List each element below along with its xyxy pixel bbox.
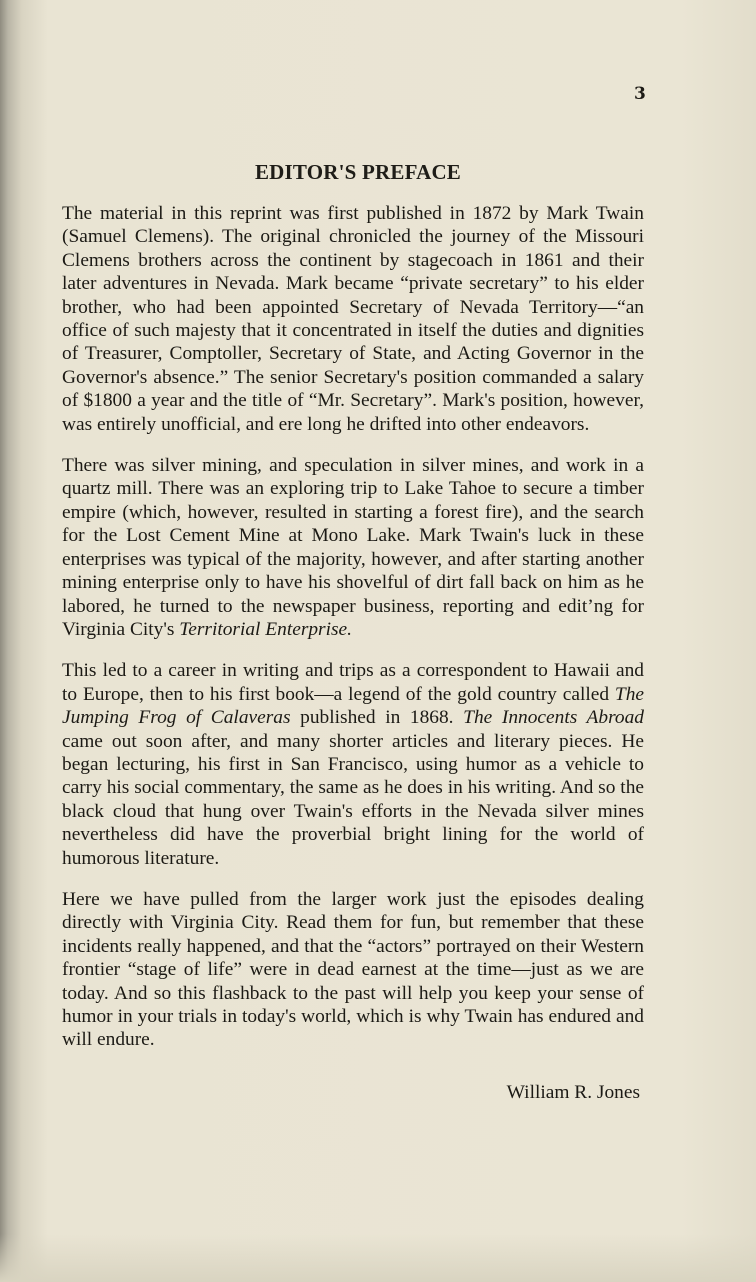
paragraph-2-italic-title: Territorial Enterprise. bbox=[179, 618, 352, 640]
paragraph-3-italic-title-2: The Innocents Abroad bbox=[463, 707, 644, 729]
paragraph-3-italic-title-1: The Jumping Frog of Calaveras bbox=[62, 683, 644, 729]
paragraph-3-text-a: This led to a career in writing and trips as a correspondent to Hawaii and to Europe, then to his first book—a legend of the gold country called bbox=[62, 660, 644, 705]
paragraph-4: Here we have pulled from the larger work just the episodes dealing directly with Virginia City. Read them for fun, but remember that these incidents really happened, and that the “actors” portrayed on their Western frontier “stage of life” were in dead earnest at the time—just as we are today. And so this flashback to the past will help you keep your sense of humor in your trials in today's world, which is why Twain has endured and will endure. bbox=[62, 888, 644, 1051]
author-signature: William R. Jones bbox=[506, 1082, 640, 1103]
page-title: EDITOR'S PREFACE bbox=[254, 160, 462, 184]
paragraph-2-text: There was silver mining, and speculation in silver mines, and work in a quartz mill. There was an exploring trip to Lake Tahoe to secure a timber empire (which, however, resulted in starting a forest fire), and the search for the Lost Cement Mine at Mono Lake. Mark Twain's luck in these enterprises was typical of the majority, however, and after starting another mining enterprise only to have his shovelful of dirt fall back on him as he labored, he turned to the newspaper business, reporting and edit’ng for Virginia City's bbox=[62, 455, 644, 640]
paragraph-3 bbox=[62, 659, 644, 870]
paragraph-1: The material in this reprint was first published in 1872 by Mark Twain (Samuel Clemens). The original chronicled the journey of the Missouri Clemens brothers across the continent by stagecoach in 1861 and their later adventures in Nevada. Mark became “private secretary” to his elder brother, who had been appointed Secretary of Nevada Territory—“an office of such majesty that it concentrated in itself the duties and dignities of Treasurer, Comptoller, Secretary of State, and Acting Governor in the Governor's absence.” The senior Secretary's position commanded a salary of $1800 a year and the title of “Mr. Secretary”. Mark's position, however, was entirely unofficial, and ere long he drifted into other endeavors. bbox=[62, 203, 644, 435]
page-number: 3 bbox=[634, 84, 646, 104]
paragraph-3-text-b: published in 1868. bbox=[290, 707, 464, 729]
preface-body bbox=[62, 202, 644, 1070]
paragraph-2 bbox=[62, 454, 644, 641]
page-bottom-shade bbox=[0, 1234, 756, 1282]
paragraph-3-text-c: came out soon after, and many shorter articles and literary pieces. He began lecturing, his first in San Francisco, using humor as a vehicle to carry his social commentary, the same as he does in his writing. And so the black cloud that hung over Twain's efforts in the Nevada silver mines nevertheless did have the proverbial bright lining for the world of humorous literature. bbox=[62, 730, 644, 869]
